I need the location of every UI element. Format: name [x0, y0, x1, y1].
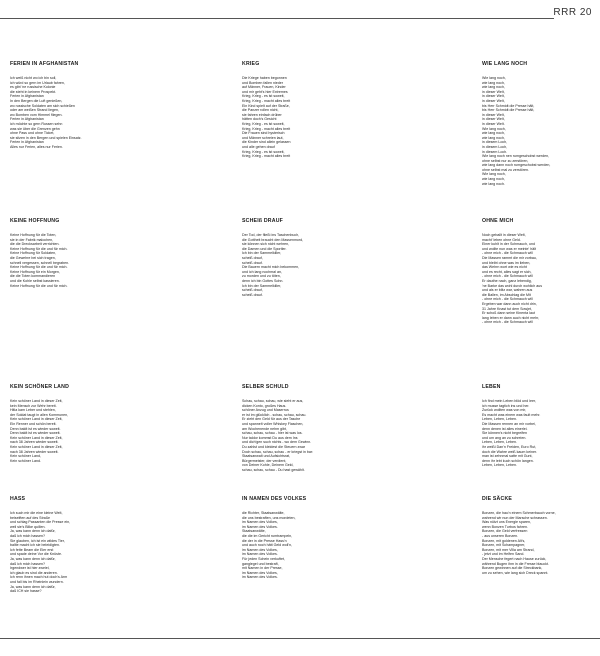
lyric-line: in diesem Loch.	[482, 149, 508, 154]
lyric-line: macht' leben ohne Geld.	[482, 237, 521, 242]
lyric-line: und Männer schreien laut,	[242, 135, 284, 140]
lyric-line: schnell vergessen, schnell begraben.	[10, 260, 70, 265]
lyric-line: wie lang noch,	[482, 80, 505, 85]
lyric-line: und Bomben fallen nieder	[242, 80, 283, 85]
lyric-line: doch die Wahre weiß kaum keiner.	[482, 449, 537, 454]
lyric-line: Die Frauen sind hysterisch	[242, 131, 285, 136]
lyric-line: Krieg, Krieg - es ist soweit,	[242, 121, 285, 126]
song-title: OHNE MICH	[482, 218, 514, 224]
lyric-line: Ergeben war dann auch nicht drin,	[482, 301, 537, 306]
lyric-line: wahrend wir nun der Marsche schrassen.	[482, 515, 548, 520]
bottom-rule	[0, 638, 600, 639]
lyric-line: Staatsanwalt und Aufsichtsrat,	[242, 454, 291, 459]
lyric-line: Ja, was kann denn ich dafür,	[10, 556, 56, 561]
lyric-line: und fall bis im Rheinlein wundern.	[10, 579, 64, 584]
lyric-line: Die Kriege haben begonnen	[242, 76, 287, 80]
lyric-line: er ist im glücklich - schau, schau, schau.	[242, 412, 307, 417]
lyric-line: dicken Konto, großes Haus.	[242, 403, 287, 408]
lyric-line: Denn baldt ist es wieder soweit.	[10, 426, 61, 431]
lyric-line: wo Bomben vom Himmel fliegen.	[10, 112, 63, 117]
lyric-line: Bürgermeister, der verdient,	[242, 458, 287, 463]
lyric-line: und schlag Passanten die Presse ein,	[10, 520, 71, 525]
lyric-line: und dich'gen such nichts - wo dem Gewinn.	[242, 440, 312, 445]
song-lyrics	[10, 399, 178, 463]
lyric-line: Ferien in Afghanistan	[10, 140, 44, 145]
song-selber-schuld	[242, 384, 410, 473]
song-krieg	[242, 61, 410, 159]
lyric-line: Kein schöner Land in dieser Zeit,	[10, 435, 63, 440]
lyric-line: wie lang noch,	[482, 135, 505, 140]
lyric-line: lang leben er dann auch nicht mehr,	[482, 315, 540, 320]
lyric-line: daß ich mich hassen?	[10, 533, 45, 538]
lyric-line: die Damen und die Sportler.	[242, 246, 287, 251]
song-title: DIE SÄCKE	[482, 496, 513, 502]
lyric-line: die die Drecksarbeit verrichten.	[10, 242, 60, 247]
lyric-line: im Namen des Volkes,	[242, 520, 278, 525]
lyric-line: und wollte nun was er meinte' hält	[482, 246, 537, 251]
lyric-line: daß ICH sie hasse?	[10, 589, 42, 594]
lyric-line: bis Herr Schmidt die Presse hält,	[482, 108, 535, 113]
lyric-line: Ich bin der Sammelkiller,	[242, 283, 282, 288]
lyric-line: - ohne mich - die Schmauch will	[482, 320, 533, 325]
lyric-line: in dieser Welt,	[482, 98, 505, 103]
lyric-line: und ich lang nochmal an,	[242, 269, 282, 274]
top-rule	[0, 18, 554, 19]
lyric-line: Die Massen rammt die mir vorbau,	[482, 255, 537, 260]
lyric-line: ballte macht ich sie beleidigten.	[10, 543, 60, 548]
lyric-line: die uns bestraften, uns mordeten,	[242, 515, 296, 520]
lyric-line: zu morden und zu töten,	[242, 274, 281, 279]
lyric-line: nach 38 Jahren wieder soweit.	[10, 440, 59, 445]
lyric-line: Ich bin der Sammelkiller,	[242, 251, 282, 256]
lyric-line: Noch geballt in dieser Welt,	[482, 233, 526, 237]
lyric-line: Kein schöner Land in dieser Zeit,	[10, 399, 63, 403]
lyric-line: Wie lang noch nen rumgeschobst werden,	[482, 154, 550, 159]
lyric-line: Sie können's nicht begreifen	[482, 431, 528, 436]
lyric-line: und spade deine Vor die Knüste.	[10, 552, 62, 557]
lyric-line: die der in die Presse Hass'n	[242, 538, 287, 543]
lyric-line: wie lang noch,	[482, 85, 505, 90]
lyric-line: Ich such mir die eine kleine Welt,	[10, 511, 63, 515]
song-title: LEBEN	[482, 384, 501, 390]
lyric-line: im Namen des Volkes.	[242, 575, 278, 580]
song-ferien-in-afghanistan	[10, 61, 178, 150]
song-title: IN NAMEN DES VOLKES	[242, 496, 307, 502]
lyric-line: der Soldat taugt in allen Kommunen,	[10, 412, 69, 417]
song-title: SCHEIß DRAUF	[242, 218, 284, 224]
lyric-line: Leben, Leben, Leben.	[482, 463, 517, 468]
lyric-line: Bonzen, mit Schampagner,	[482, 543, 526, 548]
lyric-line: scheiß drauf,	[242, 255, 263, 260]
lyric-line: Ein Renner und schön bereit.	[10, 421, 57, 426]
lyric-line: Krieg, Krieg - macht alles breit	[242, 154, 291, 159]
lyric-line: Krieg, Krieg - es ist soweit,	[242, 149, 285, 154]
lyric-line: von Deiner Kohle, Deinem Geld,	[242, 463, 294, 468]
lyric-line: in diesem Loch,	[482, 144, 508, 149]
lyric-line: Schau, schau, schau, wie sieht er aus,	[242, 399, 304, 403]
lyric-line: Für jeden Schein verkuftet,	[242, 556, 285, 561]
lyric-line: Einer kuhlt in der Schmauch, und	[482, 242, 535, 247]
lyric-line: Wie lang noch,	[482, 172, 506, 177]
lyric-line: im Namen des Volkes,	[242, 570, 278, 575]
lyric-line: Krieg, Krieg - macht alles breit	[242, 126, 291, 131]
lyric-line: oder am weißen Strand liegen,	[10, 108, 59, 113]
lyric-line: die Ballen, im Abschlag die Mit	[482, 292, 531, 297]
lyric-line: nach 38 Jahren wieder soweit.	[10, 449, 59, 454]
song-lyrics	[242, 233, 410, 297]
lyric-line: auf Männer, Frauen, Kinder	[242, 85, 286, 90]
lyric-line: die Gewehre bei sich tragen,	[10, 255, 56, 260]
song-ohne-mich	[482, 218, 592, 325]
lyric-line: Sie glauben, ich ist ein wildes Tier,	[10, 538, 65, 543]
song-title: KEIN SCHÖNER LAND	[10, 384, 70, 390]
lyric-line: Denn baldt ist es wieder soweit.	[10, 431, 61, 436]
lyric-line: beiseiften auf des Straße	[10, 515, 50, 520]
lyric-line: Ich renn ihnen mach hut doch's Arm	[10, 575, 68, 580]
lyric-line: schöner Anzug und Maserrus	[242, 408, 289, 413]
song-lyrics	[10, 233, 178, 288]
lyric-line: ganglegel und bestraft,	[242, 561, 279, 566]
song-title: SELBER SCHULD	[242, 384, 289, 390]
lyric-line: Er dauthe nach, ganz lebendig,	[482, 278, 532, 283]
lyric-line: - ohne mich - die Schmauch will	[482, 274, 533, 279]
lyric-line: und bleibt ohne was im lieben,	[482, 260, 531, 265]
lyric-line: denn ich bin Gottes Sohn.	[242, 278, 284, 283]
lyric-line: ohne selbst mal zu zerstören.	[482, 167, 529, 172]
lyric-line: sie in der Fabrik malochen,	[10, 237, 54, 242]
song-kein-schoener-land	[10, 384, 178, 463]
lyric-line: Kein schöner Land in dieser Zeit,	[10, 444, 63, 449]
lyric-line: und als er blitz war, wahren aus	[482, 288, 533, 293]
lyric-line: das Wehrn wort wie es nicht	[482, 265, 527, 270]
lyric-line: Bonzen, mit mer Villa am Strand,	[482, 547, 535, 552]
lyric-line: Wie lang noch,	[482, 126, 506, 131]
lyric-line: und auch noch hätt Geld woll'n,	[242, 543, 293, 548]
lyric-line: - aus unseren Bonzen.	[482, 533, 519, 538]
lyric-line: weil sie's Blike quillen.	[10, 524, 46, 529]
lyric-line: was sie über die Grenzen gehn	[10, 126, 60, 131]
page-number: RRR 20	[553, 7, 592, 18]
lyric-line: im Namen des Volkes.	[242, 524, 278, 529]
song-lyrics	[482, 511, 592, 575]
lyric-line: ohne Pass und ohne Ticket,	[10, 131, 55, 136]
lyric-line: Irgendwer ist hier zweiel,	[10, 566, 50, 571]
song-lyrics	[482, 76, 592, 186]
lyric-line: scheiß drauf.	[242, 292, 263, 297]
lyric-line: wie lang dann noch rumgeschobst werden,	[482, 163, 551, 168]
lyric-line: Ich fette Beam die Eier erst	[10, 547, 54, 552]
lyric-line: wie lang noch.	[482, 181, 505, 186]
lyric-line: und die Kohle selbst kassieren.	[10, 278, 60, 283]
lyric-line: Alles nur Ferien, alles nur Ferien.	[10, 144, 63, 149]
lyric-line: Er schoß dann seine Kinenta laut	[482, 311, 535, 316]
lyric-line: Leben, Leben, Leben.	[482, 417, 517, 422]
lyric-line: denn denen ist alles einerlei.	[482, 426, 528, 431]
lyric-line: Ferien in Afghanistan	[10, 117, 44, 122]
lyric-line: In den Bergen die Luft genießen,	[10, 98, 63, 103]
song-hass	[10, 496, 178, 594]
lyric-line: Hitla kam Leber und stehlen,	[10, 408, 56, 413]
lyric-line: - ohne mich - die Schmauch will	[482, 251, 533, 256]
lyric-line: Nur taldor kommst Du aus dem Ins	[242, 435, 298, 440]
lyric-line: - jetzt und im Helfen Sand.	[482, 552, 525, 557]
lyric-line: die steht in keinem Prospekt.	[10, 89, 57, 94]
lyric-line: die die im Gericht rumtrampeln,	[242, 533, 293, 538]
lyric-line: Keine Hoffnung für Soldaten,	[10, 251, 57, 256]
lyric-line: mit Namen in der Presse,	[242, 566, 283, 571]
lyric-line: die Gottheit braucht den Massenmord,	[242, 237, 304, 242]
lyric-line: Leben, Leben, Leben.	[482, 440, 517, 445]
lyric-line: Keine Hoffnung für ein Morgen,	[10, 269, 60, 274]
lyric-line: Was nützt uns Energie sparen,	[482, 520, 532, 525]
lyric-line: Keine Hoffnung für die und für mich.	[10, 246, 68, 251]
lyric-line: Kein schöner Land in dieser Zeit,	[10, 417, 63, 422]
lyric-line: Bonzen, die Geld verfressen	[482, 529, 528, 534]
lyric-line: in dieser Welt.	[482, 121, 505, 126]
lyric-line: wo russische Soldaten am sich schießen	[10, 103, 75, 108]
lyric-line: Krieg, Krieg - es ist soweit,	[242, 94, 285, 99]
lyric-line: wenn Bonzen Turbos fahren.	[482, 524, 528, 529]
lyric-line: 31 Jahre Knast tut dem Sowjet,	[482, 306, 532, 311]
lyric-line: Bonzen, die hau'n einem Schmerbauch vorne,	[482, 511, 556, 515]
song-lyrics	[10, 511, 178, 594]
lyric-line: Bonzen gewinnen auf die Streckbank,	[482, 566, 543, 571]
lyric-line: die die Toten kommandieren	[10, 274, 56, 279]
lyric-line: 'ne Barke das wohl durch wohlich aus	[482, 283, 543, 288]
lyric-line: in dieser Welt,	[482, 117, 505, 122]
lyric-line: ich würd so gern im Urlaub fahren,	[10, 80, 65, 85]
lyric-line: in dieser Welt,	[482, 112, 505, 117]
lyric-line: scheiß drauf.	[242, 260, 263, 265]
lyric-line: denn ihr lebt kuch schön langen.	[482, 458, 534, 463]
lyric-line: ich musse tagtich ins und her.	[482, 403, 530, 408]
song-scheiss-drauf	[242, 218, 410, 297]
lyric-line: die Kinder sind allein gelassen	[242, 140, 291, 145]
lyric-line: in diesem Loch,	[482, 140, 508, 145]
lyric-line: sie fahren einfach drüber	[242, 112, 282, 117]
lyric-line: ihr weißt Dan'n Freiden, Euro Rut,	[482, 444, 537, 449]
lyric-line: Ich find mein Leben blöd und leer,	[482, 399, 536, 403]
lyric-line: hätten doch's Gesicht	[242, 117, 277, 122]
lyric-line: Kein schöner Land,	[10, 454, 41, 459]
lyric-line: Ein Kind spielt auf der Straße,	[242, 103, 290, 108]
song-in-namen-des-volkes	[242, 496, 410, 580]
song-lyrics	[482, 399, 592, 468]
song-lyrics	[10, 76, 178, 150]
lyric-line: am Wochenende nehm gibt,	[242, 426, 287, 431]
lyric-line: schau, schau, schau - Du hast gewählt.	[242, 467, 305, 472]
song-lyrics	[242, 399, 410, 473]
lyric-line: daß ich mich hassen?	[10, 561, 45, 566]
lyric-line: sie sitzen in den Bergen und spielen Einsatz.	[10, 135, 82, 140]
lyric-line: und es recht, alles sagt er sich,	[482, 269, 532, 274]
lyric-line: ich möchte so gern Russen sehn	[10, 121, 63, 126]
song-title: KRIEG	[242, 61, 260, 67]
lyric-line: es gibt 'ne russische Kolonie	[10, 85, 56, 90]
lyric-line: Ja, was kann denn ich dafür,	[10, 529, 56, 534]
lyric-line: ich glaub es sind die anderen.	[10, 570, 58, 575]
lyric-line: Keine Hoffnung für die und für mich.	[10, 265, 68, 270]
lyric-line: kein Mensch zur Wehr bereit.	[10, 403, 57, 408]
lyric-line: Krieg, Krieg - macht alles breit	[242, 98, 291, 103]
lyric-line: Kein schöner Land.	[10, 458, 41, 463]
lyric-line: im Namen des Volkes.	[242, 552, 278, 557]
lyric-line: schau, schau, schau - hier ist was los.	[242, 431, 303, 436]
lyric-line: Ja, was kann denn ich dafür,	[10, 584, 56, 589]
lyric-line: die Panzer rollen nicht,	[242, 108, 279, 113]
song-lyrics	[242, 511, 410, 580]
song-title: FERIEN IN AFGHANISTAN	[10, 61, 79, 67]
lyric-line: Es macht was einem was fault mehr.	[482, 412, 541, 417]
lyric-line: - ohne mich - die Schmauch will	[482, 297, 533, 302]
song-title: HASS	[10, 496, 26, 502]
lyric-line: Zurück wollten was von mir,	[482, 408, 527, 413]
song-wie-lang-noch	[482, 61, 592, 186]
song-leben	[482, 384, 592, 468]
lyric-line: und mir geht's hier Extremes	[242, 89, 288, 94]
lyric-line: Wie lang noch,	[482, 76, 506, 80]
lyric-line: sie können sich nicht wehren,	[242, 242, 290, 247]
song-keine-hoffnung	[10, 218, 178, 288]
lyric-line: und spannelt voller Whiskey Flaschen,	[242, 421, 304, 426]
lyric-line: Ich weiß nicht wo ich bin soll,	[10, 76, 57, 80]
lyric-line: Die Bauern macht mich bekommen,	[242, 265, 300, 270]
lyric-line: um zu sehen, wie lang sich Dreck spannt.	[482, 570, 549, 575]
lyric-line: bis Herr Schmidt die Presse hält,	[482, 103, 535, 108]
lyric-line: scheiß drauf,	[242, 288, 263, 293]
lyric-line: in dieser Welt,	[482, 94, 505, 99]
lyric-line: im Namen des Volkes,	[242, 547, 278, 552]
lyric-line: Der Tod, der fließt ins Taschenbuch,	[242, 233, 300, 237]
song-lyrics	[242, 76, 410, 159]
lyric-line: man ist zehnmal satte mit Gunt,	[482, 454, 533, 459]
lyric-line: Keine Hoffnung für die und für mich.	[10, 283, 68, 288]
lyric-line: und alle gehen drauf	[242, 144, 275, 149]
lyric-line: Staatsanwälte,	[242, 529, 266, 534]
lyric-line: und um ang an zu schreien.	[482, 435, 527, 440]
lyric-line: Er zieht den Geld für aus der Tasche	[242, 417, 301, 422]
lyric-line: wie lang noch,	[482, 131, 505, 136]
lyric-line: die Richter, Staatsanwälte,	[242, 511, 285, 515]
lyric-line: Ferien in Afghanistan	[10, 94, 44, 99]
song-lyrics	[482, 233, 592, 325]
lyric-line: Der Mensche fegert nach Hause zurück,	[482, 556, 547, 561]
song-die-saecke	[482, 496, 592, 575]
lyric-line: Keine Hoffnung für die Toten,	[10, 233, 57, 237]
lyric-line: in dieser Welt,	[482, 89, 505, 94]
lyric-line: Bonzen, mit goldenen Alt's,	[482, 538, 526, 543]
song-title: WIE LANG NOCH	[482, 61, 528, 67]
lyric-line: wie lang noch,	[482, 177, 505, 182]
lyric-line: Die Massen rennen an mir vorbei,	[482, 421, 536, 426]
lyric-line: während Bugen ihm in die Fresse blauckt.	[482, 561, 549, 566]
song-title: KEINE HOFFNUNG	[10, 218, 60, 224]
lyric-line: Doch schau, schau, schau - er kriegst in bar:	[242, 449, 314, 454]
lyric-line: ohne selbst nur zu zerstören,	[482, 158, 529, 163]
lyric-line: Du zahlst und kleidest die Steuern zwar	[242, 444, 306, 449]
